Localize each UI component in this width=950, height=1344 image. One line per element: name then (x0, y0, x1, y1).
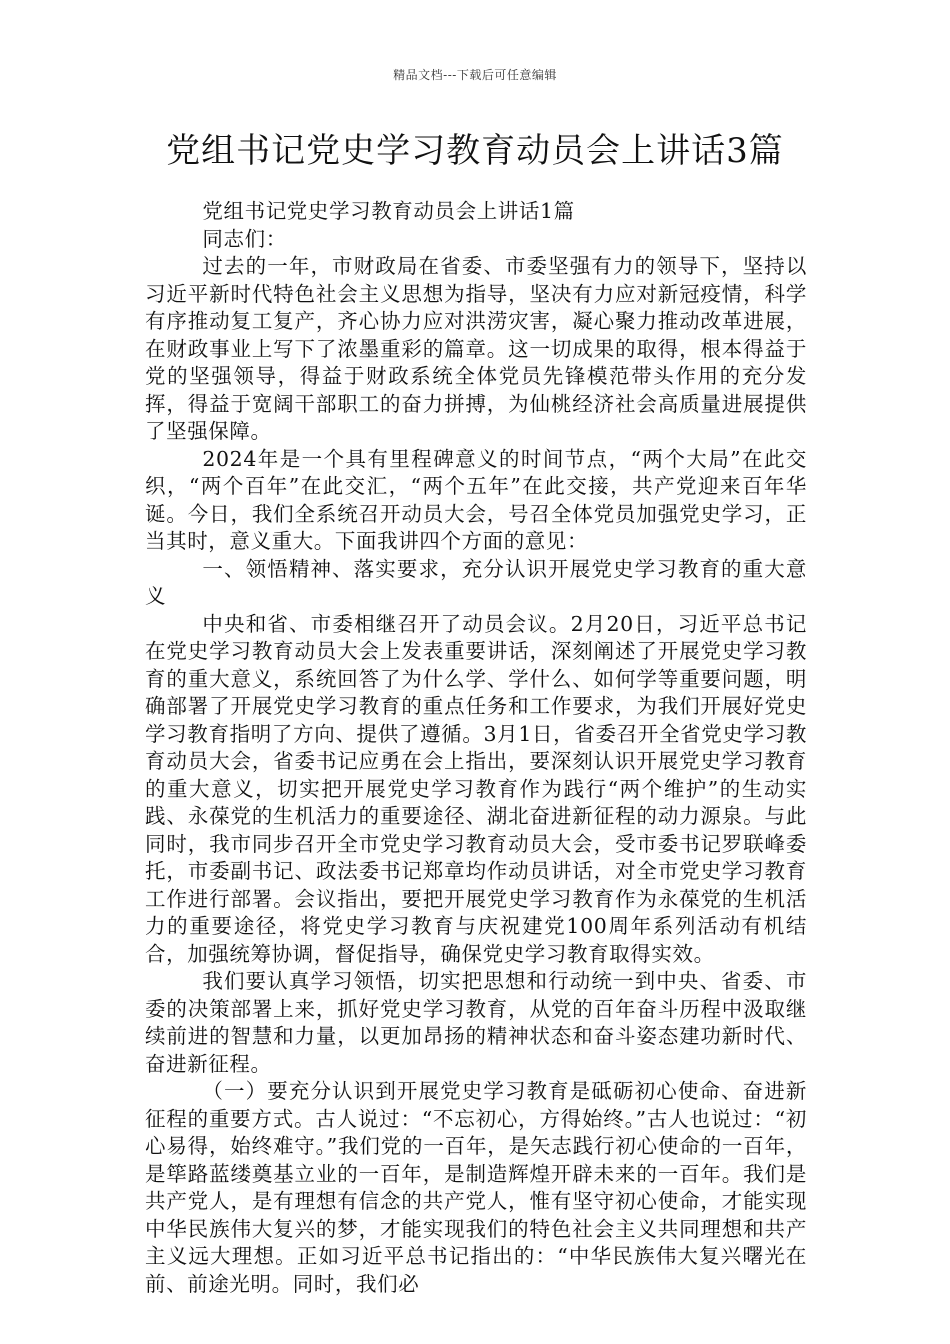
body-paragraph: 过去的一年，市财政局在省委、市委坚强有力的领导下，坚持以习近平新时代特色社会主义思想为指导，坚决有力应对新冠疫情，科学有序推动复工复产，齐心协力应对洪涝灾害，凝心聚力推动改革进展，在财政事业上写下了浓墨重彩的篇章。这一切成果的取得，根本得益于党的坚强领导，得益于财政系统全体党员先锋模范带头作用的充分发挥，得益于宽阔干部职工的奋力拼搏，为仙桃经济社会高质量进展提供了坚强保障。 (145, 254, 807, 443)
document-body (145, 198, 807, 1298)
salutation-paragraph: 同志们： (202, 226, 287, 251)
section-heading-paragraph: 一、领悟精神、落实要求，充分认识开展党史学习教育的重大意义 (145, 556, 807, 608)
header-note: 精品文档---下载后可任意编辑 (393, 68, 557, 82)
body-paragraph: 2024年是一个具有里程碑意义的时间节点，“两个大局”在此交织，“两个百年”在此交汇，“两个五年”在此交接，共产党迎来百年华诞。今日，我们全系统召开动员大会，号召全体党员加强党史学习，正当其时，意义重大。下面我讲四个方面的意见： (145, 446, 807, 553)
body-paragraph: 我们要认真学习领悟，切实把思想和行动统一到中央、省委、市委的决策部署上来，抓好党史学习教育，从党的百年奋斗历程中汲取继续前进的智慧和力量，以更加昂扬的精神状态和奋斗姿态建功新时代、奋进新征程。 (145, 969, 807, 1076)
section-title-paragraph: 党组书记党史学习教育动员会上讲话1篇 (202, 199, 575, 223)
body-paragraph: （一）要充分认识到开展党史学习教育是砥砺初心使命、奋进新征程的重要方式。古人说过：“不忘初心，方得始终。”古人也说过：“初心易得，始终难守。”我们党的一百年，是矢志践行初心使命的一百年，是筚路蓝缕奠基立业的一百年，是制造辉煌开辟未来的一百年。我们是共产党人，是有理想有信念的共产党人，惟有坚守初心使命，才能实现中华民族伟大复兴的梦，才能实现我们的特色社会主义共同理想和共产主义远大理想。正如习近平总书记指出的：“中华民族伟大复兴曙光在前、前途光明。同时，我们必 (145, 1079, 807, 1296)
document-title: 党组书记党史学习教育动员会上讲话3篇 (166, 131, 784, 171)
body-paragraph: 中央和省、市委相继召开了动员会议。2月20日，习近平总书记在党史学习教育动员大会上发表重要讲话，深刻阐述了开展党史学习教育的重大意义，系统回答了为什么学、学什么、如何学等重要问题，明确部署了开展党史学习教育的重点任务和工作要求，为我们开展好党史学习教育指明了方向、提供了遵循。3月1日，省委召开全省党史学习教育动员大会，省委书记应勇在会上指出，要深刻认识开展党史学习教育的重大意义，切实把开展党史学习教育作为践行“两个维护”的生动实践、永葆党的生机活力的重要途径、湖北奋进新征程的动力源泉。与此同时，我市同步召开全市党史学习教育动员大会，受市委书记罗联峰委托，市委副书记、政法委书记郑章均作动员讲话，对全市党史学习教育工作进行部署。会议指出，要把开展党史学习教育作为永葆党的生机活力的重要途径，将党史学习教育与庆祝建党100周年系列活动有机结合，加强统筹协调，督促指导，确保党史学习教育取得实效。 (145, 611, 807, 966)
